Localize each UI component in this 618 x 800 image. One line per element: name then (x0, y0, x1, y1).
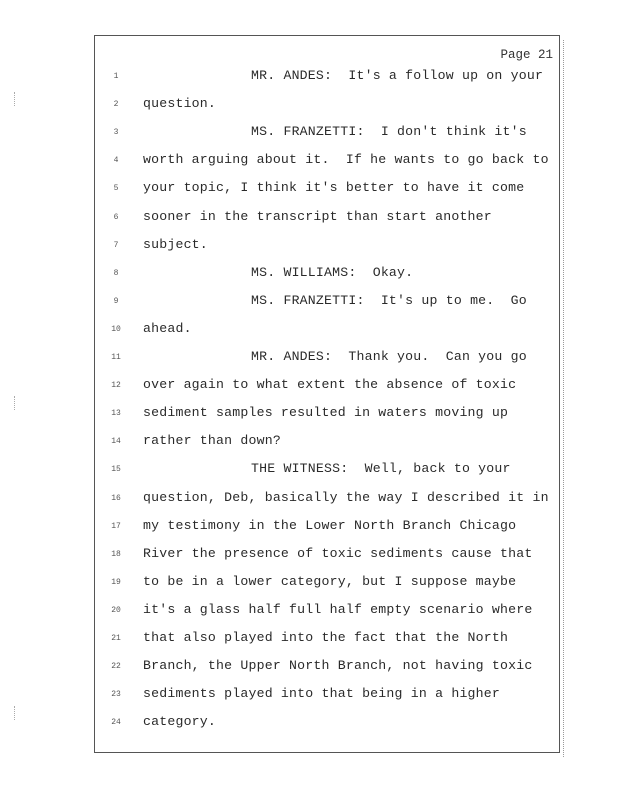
transcript-line (95, 207, 559, 229)
transcript-line (95, 684, 559, 706)
line-text: my testimony in the Lower North Branch Chicago (143, 517, 517, 533)
line-text: River the presence of toxic sediments cause that (143, 545, 533, 561)
line-number: 14 (111, 437, 121, 447)
transcript-line (95, 94, 559, 116)
transcript-line (95, 600, 559, 622)
line-number: 9 (113, 296, 119, 306)
line-number: 2 (113, 100, 119, 110)
transcript-line (95, 516, 559, 538)
transcript-line (95, 150, 559, 172)
line-text: to be in a lower category, but I suppose maybe (143, 573, 517, 589)
transcript-line (95, 66, 559, 88)
line-number: 11 (111, 353, 121, 362)
line-text: rather than down? (143, 433, 281, 449)
line-text: subject. (143, 236, 208, 252)
line-text: that also played into the fact that the North (143, 630, 509, 645)
line-text: question. (143, 96, 217, 112)
line-text: sediments played into that being in a higher (143, 686, 501, 702)
line-number: 15 (111, 465, 121, 475)
transcript-page (94, 35, 560, 753)
line-number: 19 (111, 577, 121, 587)
line-number: 22 (111, 662, 121, 672)
line-number: 16 (111, 493, 121, 503)
line-number: 23 (111, 690, 121, 700)
transcript-line (95, 488, 559, 510)
transcript-line (95, 459, 559, 481)
line-text: worth arguing about it. If he wants to go back to (143, 152, 549, 168)
transcript-line (95, 403, 559, 425)
line-number: 24 (111, 718, 121, 728)
transcript-line (95, 263, 559, 285)
line-text: ahead. (143, 320, 192, 336)
margin-mark (14, 92, 21, 106)
margin-mark (14, 396, 21, 410)
transcript-line (95, 178, 559, 200)
line-number: 18 (111, 549, 121, 559)
transcript-line (95, 235, 559, 257)
transcript-line (95, 347, 559, 369)
line-text: category. (143, 714, 217, 730)
line-number: 12 (111, 381, 121, 391)
line-text: sediment samples resulted in waters moving up (143, 405, 509, 421)
transcript-line (95, 319, 559, 341)
transcript-line (95, 628, 559, 650)
transcript-line (95, 431, 559, 453)
line-number: 7 (113, 240, 119, 250)
transcript-line (95, 656, 559, 678)
transcript-line (95, 572, 559, 594)
line-number: 10 (111, 324, 121, 334)
line-text: question, Deb, basically the way I described it in (143, 489, 549, 505)
line-number: 6 (113, 212, 119, 222)
transcript-line (95, 122, 559, 144)
margin-mark (14, 706, 21, 720)
page-number: Page 21 (500, 48, 553, 62)
line-text: sooner in the transcript than start another (143, 208, 492, 224)
line-number: 20 (111, 605, 121, 615)
line-text: Branch, the Upper North Branch, not having toxic (143, 658, 533, 674)
transcript-line (95, 544, 559, 566)
line-text: over again to what extent the absence of toxic (143, 377, 517, 393)
line-number: 17 (111, 521, 121, 531)
line-text: MR. ANDES: Thank you. Can you go (251, 349, 527, 364)
transcript-line (95, 291, 559, 313)
line-text: it's a glass half full half empty scenario where (143, 601, 533, 617)
line-number: 4 (113, 156, 119, 166)
line-text: THE WITNESS: Well, back to your (251, 461, 511, 477)
line-number: 13 (111, 409, 121, 419)
line-number: 1 (113, 72, 119, 81)
line-number: 21 (111, 634, 121, 643)
line-text: MS. FRANZETTI: I don't think it's (251, 124, 527, 140)
line-number: 3 (113, 128, 119, 138)
line-text: MS. WILLIAMS: Okay. (251, 264, 414, 280)
transcript-line (95, 375, 559, 397)
line-text: MS. FRANZETTI: It's up to me. Go (251, 292, 527, 308)
transcript-line (95, 712, 559, 734)
line-text: MR. ANDES: It's a follow up on your (251, 68, 544, 83)
line-number: 5 (113, 184, 119, 194)
line-text: your topic, I think it's better to have it come (143, 180, 525, 196)
line-number: 8 (113, 268, 119, 278)
